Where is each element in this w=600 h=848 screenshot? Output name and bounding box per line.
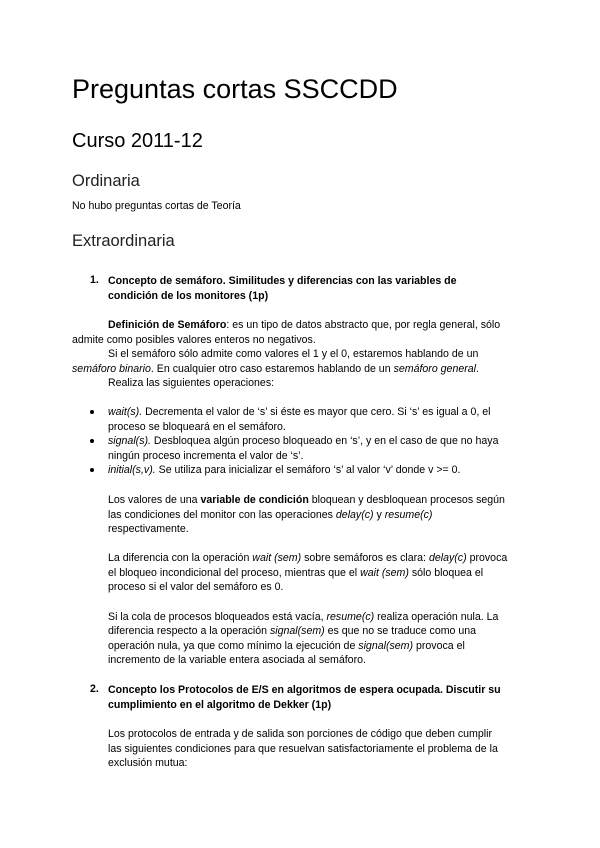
bullet-wait-line2: proceso se bloqueará en el semáforo. [108, 421, 286, 433]
semaphore-definition-line1: Definición de Semáforo: es un tipo de datos abstracto que, por regla general, sólo [108, 319, 501, 331]
binary-semaphore-line1: Si el semáforo sólo admite como valores el 1 y el 0, estaremos hablando de un [108, 348, 479, 360]
question-2-number: 2. [90, 683, 99, 695]
queue-line2: diferencia respecto a la operación signal(sem) es que no se traduce como una [108, 625, 477, 637]
operations-intro: Realiza las siguientes operaciones: [108, 377, 275, 389]
condition-variable-line1: Los valores de una variable de condición bloquean y desbloquean procesos según [108, 494, 505, 506]
semaphore-definition-line2: admite como posibles valores enteros no negativos. [72, 334, 316, 346]
difference-line1: La diferencia con la operación wait (sem) sobre semáforos es clara: delay(c) provoca [108, 552, 508, 564]
ordinaria-text: No hubo preguntas cortas de Teoría [72, 200, 241, 212]
course-heading: Curso 2011-12 [72, 130, 203, 152]
protocols-line2: las siguientes condiciones para que resuelvan satisfactoriamente el problema de la [108, 743, 498, 755]
condition-variable-line3: respectivamente. [108, 523, 189, 535]
protocols-line1: Los protocolos de entrada y de salida son porciones de código que deben cumplir [108, 728, 492, 740]
question-2-title-line1: Concepto los Protocolos de E/S en algoritmos de espera ocupada. Discutir su [108, 684, 501, 696]
condition-variable-line2: las condiciones del monitor con las operaciones delay(c) y resume(c) [108, 509, 433, 521]
bullet-initial-line1: initial(s,v). Se utiliza para inicializar el semáforo ‘s’ al valor ‘v’ donde v >= 0. [108, 464, 461, 476]
question-1-number: 1. [90, 274, 99, 286]
general-semaphore-term: semáforo general [393, 363, 477, 375]
bullet-signal-line1: signal(s). Desbloquea algún proceso bloqueado en ‘s’, y en el caso de que no haya [108, 435, 499, 447]
difference-line3: proceso si el valor del semáforo es 0. [108, 581, 284, 593]
difference-line2: el bloqueo incondicional del proceso, mientras que el wait (sem) sólo bloquea el [108, 567, 484, 579]
ordinaria-heading: Ordinaria [72, 172, 140, 190]
queue-line1: Si la cola de procesos bloqueados está vacía, resume(c) realiza operación nula. La [108, 611, 499, 623]
binary-semaphore-term: semáforo binario [72, 363, 151, 375]
semaphore-definition-label: Definición de Semáforo [108, 319, 227, 331]
extraordinaria-heading: Extraordinaria [72, 232, 175, 250]
bullet-icon [90, 410, 94, 414]
bullet-signal-line2: ningún proceso incrementa el valor de ‘s’. [108, 450, 304, 462]
protocols-line3: exclusión mutua: [108, 757, 188, 769]
wait-term: wait(s). [108, 406, 143, 418]
binary-semaphore-line2: semáforo binario. En cualquier otro caso estaremos hablando de un semáforo general. [72, 363, 479, 375]
bullet-icon [90, 439, 94, 443]
question-1-title-line1: Concepto de semáforo. Similitudes y diferencias con las variables de [108, 275, 457, 287]
queue-line3: operación nula, ya que como mínimo la ejecución de signal(sem) provoca el [108, 640, 465, 652]
question-2-title-line2: cumplimiento en el algoritmo de Dekker (1p) [108, 699, 332, 711]
question-1-title-line2: condición de los monitores (1p) [108, 290, 269, 302]
bullet-icon [90, 468, 94, 472]
signal-term: signal(s). [108, 435, 151, 447]
bullet-wait-line1: wait(s). Decrementa el valor de ‘s’ si éste es mayor que cero. Si ‘s’ es igual a 0, el [108, 406, 491, 418]
initial-term: initial(s,v). [108, 464, 156, 476]
page-title: Preguntas cortas SSCCDD [72, 74, 398, 104]
queue-line4: incremento de la variable entera asociada al semáforo. [108, 654, 366, 666]
